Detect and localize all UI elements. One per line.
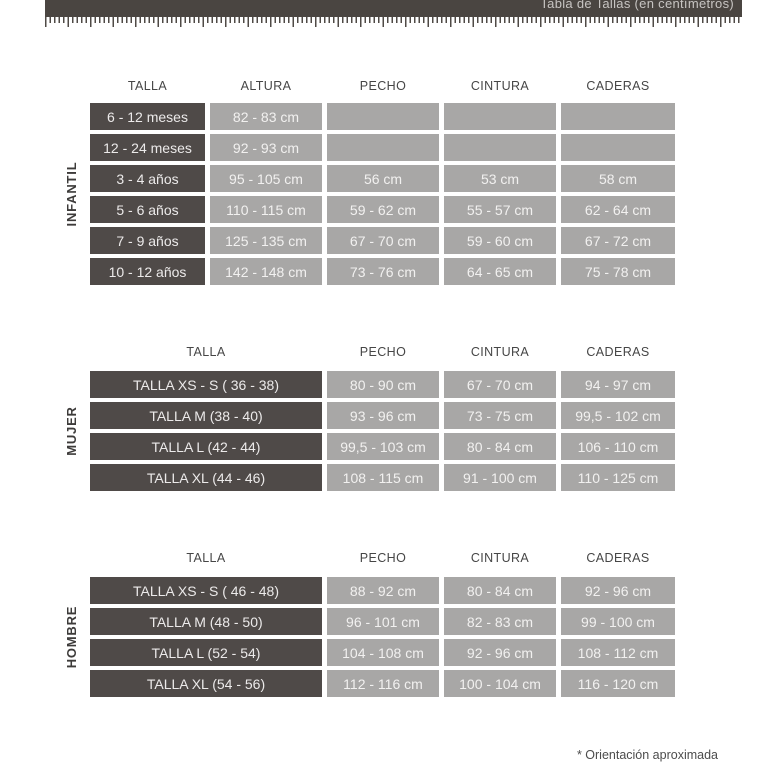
column-header-talla: TALLA [127,78,168,93]
size-cell: TALLA M (48 - 50) [90,608,322,635]
value-cell: 110 - 125 cm [561,464,675,491]
value-cell: 82 - 83 cm [210,103,322,130]
column-header-caderas: CADERAS [586,344,650,359]
value-cell: 82 - 83 cm [444,608,556,635]
ruler-ticks-major [45,17,742,27]
value-cell: 67 - 72 cm [561,227,675,254]
value-cell: 99 - 100 cm [561,608,675,635]
group-label-infantil: INFANTIL [63,161,79,227]
value-cell: 80 - 90 cm [327,371,439,398]
value-cell: 80 - 84 cm [444,433,556,460]
value-cell: 95 - 105 cm [210,165,322,192]
column-header-pecho: PECHO [359,78,407,93]
value-cell: 75 - 78 cm [561,258,675,285]
table-infantil [90,72,675,285]
column-header-altura: ALTURA [240,78,292,93]
value-cell: 94 - 97 cm [561,371,675,398]
value-cell: 99,5 - 103 cm [327,433,439,460]
value-cell: 55 - 57 cm [444,196,556,223]
size-cell: 3 - 4 años [90,165,205,192]
value-cell: 93 - 96 cm [327,402,439,429]
size-cell: 12 - 24 meses [90,134,205,161]
value-cell: 88 - 92 cm [327,577,439,604]
value-cell: 59 - 60 cm [444,227,556,254]
size-cell: TALLA XS - S ( 36 - 38) [90,371,322,398]
value-cell: 67 - 70 cm [444,371,556,398]
value-cell: 80 - 84 cm [444,577,556,604]
value-cell [561,134,675,161]
column-header-talla: TALLA [186,344,226,359]
value-cell: 58 cm [561,165,675,192]
size-cell: TALLA XL (44 - 46) [90,464,322,491]
tape-bar [45,0,742,17]
value-cell: 110 - 115 cm [210,196,322,223]
value-cell [444,134,556,161]
size-cell: 10 - 12 años [90,258,205,285]
value-cell: 62 - 64 cm [561,196,675,223]
value-cell: 64 - 65 cm [444,258,556,285]
column-header-cintura: CINTURA [470,78,530,93]
value-cell: 125 - 135 cm [210,227,322,254]
value-cell: 92 - 96 cm [444,639,556,666]
column-header-caderas: CADERAS [586,78,650,93]
value-cell: 56 cm [327,165,439,192]
column-header-cintura: CINTURA [470,344,530,359]
column-header-cintura: CINTURA [470,550,530,565]
table-mujer [90,336,675,491]
value-cell: 59 - 62 cm [327,196,439,223]
size-cell: 5 - 6 años [90,196,205,223]
size-cell: TALLA XL (54 - 56) [90,670,322,697]
value-cell: 100 - 104 cm [444,670,556,697]
size-cell: TALLA L (52 - 54) [90,639,322,666]
value-cell: 92 - 93 cm [210,134,322,161]
column-header-caderas: CADERAS [586,550,650,565]
table-hombre [90,542,675,697]
size-cell: TALLA M (38 - 40) [90,402,322,429]
column-header-pecho: PECHO [359,344,407,359]
value-cell: 108 - 112 cm [561,639,675,666]
value-cell [561,103,675,130]
value-cell: 112 - 116 cm [327,670,439,697]
tape-measure-header [45,0,742,30]
value-cell: 116 - 120 cm [561,670,675,697]
chart-title: Tabla de Tallas (en centímetros) [540,0,734,11]
value-cell: 92 - 96 cm [561,577,675,604]
value-cell [327,103,439,130]
value-cell: 106 - 110 cm [561,433,675,460]
value-cell: 73 - 75 cm [444,402,556,429]
value-cell: 104 - 108 cm [327,639,439,666]
value-cell: 91 - 100 cm [444,464,556,491]
value-cell: 73 - 76 cm [327,258,439,285]
footnote: * Orientación aproximada [576,748,718,762]
value-cell: 108 - 115 cm [327,464,439,491]
size-cell: TALLA XS - S ( 46 - 48) [90,577,322,604]
value-cell: 99,5 - 102 cm [561,402,675,429]
size-cell: 6 - 12 meses [90,103,205,130]
value-cell: 96 - 101 cm [327,608,439,635]
value-cell: 142 - 148 cm [210,258,322,285]
value-cell: 53 cm [444,165,556,192]
group-label-mujer: MUJER [63,406,79,456]
value-cell: 67 - 70 cm [327,227,439,254]
size-cell: 7 - 9 años [90,227,205,254]
value-cell [444,103,556,130]
column-header-pecho: PECHO [359,550,407,565]
column-header-talla: TALLA [186,550,226,565]
value-cell [327,134,439,161]
size-cell: TALLA L (42 - 44) [90,433,322,460]
group-label-hombre: HOMBRE [63,605,79,669]
